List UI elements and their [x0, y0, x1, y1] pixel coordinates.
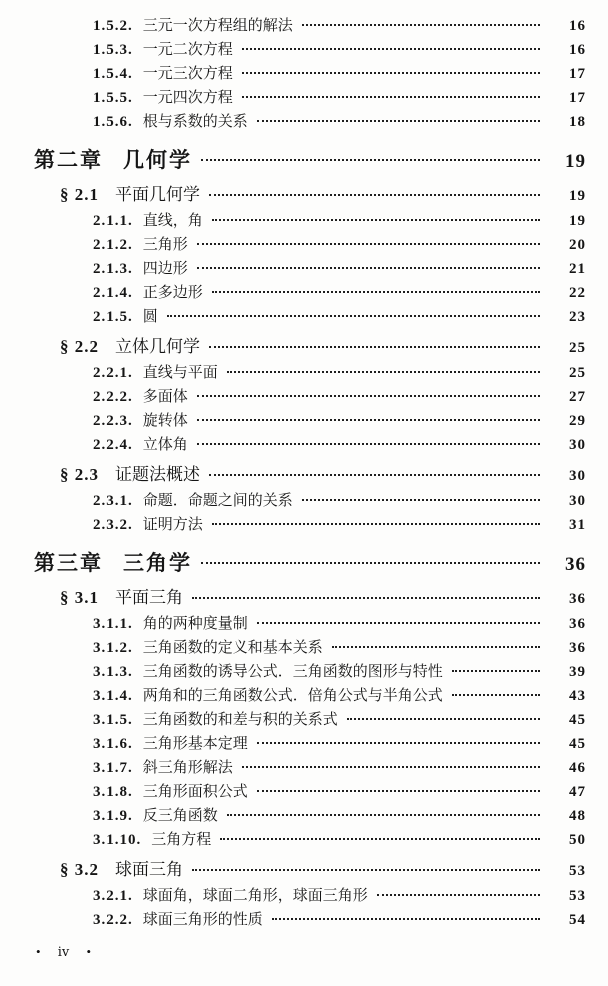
dot-leader	[197, 267, 540, 269]
entry-title: 三角函数的定义和基本关系	[142, 640, 323, 656]
toc-entry-item	[0, 513, 586, 537]
entry-number: 3.1.3.	[93, 664, 133, 680]
entry-page: 23	[569, 309, 586, 325]
toc-entry-item	[0, 38, 586, 62]
entry-title: 几何学	[123, 148, 192, 172]
dot-leader	[227, 371, 540, 373]
entry-page: 43	[569, 688, 586, 704]
entry-number: 2.2.3.	[93, 413, 133, 429]
entry-page: 39	[569, 664, 586, 680]
entry-title: 一元二次方程	[142, 42, 233, 58]
toc-entry-item	[0, 409, 586, 433]
toc-entry-item	[0, 14, 586, 38]
entry-title: 直线与平面	[142, 365, 218, 381]
entry-title: 四边形	[142, 261, 188, 277]
dot-leader	[302, 499, 540, 501]
entry-number: § 2.3	[60, 465, 99, 484]
toc-entry-item	[0, 828, 586, 852]
toc-entry-item	[0, 884, 586, 908]
entry-title: 球面三角	[115, 860, 183, 879]
toc-entry-item	[0, 433, 586, 457]
entry-page: 25	[569, 365, 586, 381]
toc-entry-item	[0, 908, 586, 932]
entry-number: 2.1.2.	[93, 237, 133, 253]
dot-leader	[197, 395, 540, 397]
entry-page: 53	[569, 863, 586, 879]
toc-entry-item	[0, 257, 586, 281]
dot-leader	[257, 622, 540, 624]
entry-page: 21	[569, 261, 586, 277]
entry-page: 50	[569, 832, 586, 848]
toc-entry-chapter	[0, 143, 586, 177]
toc-entry-item	[0, 708, 586, 732]
entry-number: 3.2.2.	[93, 912, 133, 928]
entry-title: 三角学	[123, 551, 192, 575]
dot-leader	[197, 243, 540, 245]
dot-leader	[212, 523, 540, 525]
entry-title: 反三角函数	[142, 808, 218, 824]
dot-leader	[272, 918, 540, 920]
toc-entry-item	[0, 684, 586, 708]
dot-leader	[452, 694, 540, 696]
toc-entry-section	[0, 333, 586, 361]
entry-title: 多面体	[142, 389, 188, 405]
entry-page: 20	[569, 237, 586, 253]
dot-leader	[201, 159, 540, 161]
dot-leader	[201, 562, 540, 564]
toc-entry-item	[0, 732, 586, 756]
entry-number: 第二章	[34, 148, 103, 172]
entry-title: 立体几何学	[115, 337, 200, 356]
entry-page: 30	[569, 493, 586, 509]
toc-entry-item	[0, 804, 586, 828]
toc-entry-item	[0, 385, 586, 409]
entry-title: 平面三角	[115, 588, 183, 607]
dot-leader	[197, 443, 540, 445]
entry-title: 三元一次方程组的解法	[142, 18, 293, 34]
entry-number: 3.1.4.	[93, 688, 133, 704]
entry-page: 16	[569, 18, 586, 34]
toc-entry-section	[0, 181, 586, 209]
toc-entry-item	[0, 233, 586, 257]
toc-entry-item	[0, 660, 586, 684]
entry-number: 2.2.2.	[93, 389, 133, 405]
dot-leader	[192, 597, 540, 599]
entry-number: 3.1.7.	[93, 760, 133, 776]
entry-page: 54	[569, 912, 586, 928]
dot-leader	[167, 315, 540, 317]
entry-number: 3.1.2.	[93, 640, 133, 656]
dot-leader	[212, 219, 540, 221]
toc-entry-item	[0, 86, 586, 110]
entry-page: 19	[565, 151, 586, 172]
toc-entry-item	[0, 612, 586, 636]
toc-entry-item	[0, 489, 586, 513]
entry-page: 25	[569, 340, 586, 356]
entry-title: 一元三次方程	[142, 66, 233, 82]
entry-page: 16	[569, 42, 586, 58]
entry-number: 2.2.1.	[93, 365, 133, 381]
entry-number: 2.3.2.	[93, 517, 133, 533]
dot-leader	[242, 48, 540, 50]
entry-title: 三角方程	[151, 832, 212, 848]
dot-leader	[242, 766, 540, 768]
toc-entry-section	[0, 461, 586, 489]
entry-number: 3.1.8.	[93, 784, 133, 800]
dot-leader	[302, 24, 540, 26]
dot-leader	[377, 894, 540, 896]
toc-entry-item	[0, 756, 586, 780]
entry-title: 三角形面积公式	[142, 784, 248, 800]
entry-number: § 2.1	[60, 185, 99, 204]
entry-page: 19	[569, 188, 586, 204]
entry-page: 22	[569, 285, 586, 301]
entry-page: 48	[569, 808, 586, 824]
entry-title: 正多边形	[142, 285, 203, 301]
entry-page: 36	[569, 616, 586, 632]
dot-leader	[197, 419, 540, 421]
entry-number: 2.3.1.	[93, 493, 133, 509]
entry-page: 19	[569, 213, 586, 229]
entry-page: 30	[569, 437, 586, 453]
entry-title: 命题．命题之间的关系	[142, 493, 293, 509]
entry-number: 3.1.1.	[93, 616, 133, 632]
entry-page: 45	[569, 712, 586, 728]
entry-number: 1.5.4.	[93, 66, 133, 82]
entry-title: 证题法概述	[115, 465, 200, 484]
dot-leader	[209, 474, 540, 476]
entry-number: 第三章	[34, 551, 103, 575]
entry-title: 根与系数的关系	[142, 114, 248, 130]
dot-leader	[332, 646, 540, 648]
entry-number: 2.1.5.	[93, 309, 133, 325]
toc-entry-item	[0, 780, 586, 804]
entry-number: 3.1.10.	[93, 832, 142, 848]
entry-title: 角的两种度量制	[142, 616, 248, 632]
entry-number: 2.1.1.	[93, 213, 133, 229]
dot-leader	[192, 869, 540, 871]
entry-page: 53	[569, 888, 586, 904]
toc-entry-item	[0, 636, 586, 660]
entry-number: 1.5.2.	[93, 18, 133, 34]
entry-title: 三角函数的诱导公式．三角函数的图形与特性	[142, 664, 443, 680]
dot-leader	[452, 670, 540, 672]
entry-page: 29	[569, 413, 586, 429]
entry-title: 球面角，球面二角形，球面三角形	[142, 888, 368, 904]
toc-entry-section	[0, 856, 586, 884]
dot-leader	[209, 194, 540, 196]
entry-page: 18	[569, 114, 586, 130]
toc-entry-item	[0, 62, 586, 86]
toc-entry-chapter	[0, 546, 586, 580]
entry-number: 3.1.9.	[93, 808, 133, 824]
dot-leader	[257, 120, 540, 122]
dot-leader	[227, 814, 540, 816]
entry-page: 30	[569, 468, 586, 484]
entry-number: 2.1.3.	[93, 261, 133, 277]
entry-page: 45	[569, 736, 586, 752]
entry-title: 两角和的三角函数公式．倍角公式与半角公式	[142, 688, 443, 704]
entry-number: 3.1.6.	[93, 736, 133, 752]
dot-leader	[257, 742, 540, 744]
entry-number: 1.5.6.	[93, 114, 133, 130]
entry-title: 立体角	[142, 437, 188, 453]
entry-title: 圆	[142, 309, 158, 325]
page-number-footer: • ⅳ •	[36, 944, 99, 959]
toc-entry-item	[0, 305, 586, 329]
dot-leader	[242, 96, 540, 98]
entry-title: 证明方法	[142, 517, 203, 533]
entry-page: 17	[569, 90, 586, 106]
dot-leader	[242, 72, 540, 74]
entry-number: § 3.1	[60, 588, 99, 607]
toc-entry-item	[0, 110, 586, 134]
dot-leader	[347, 718, 540, 720]
entry-number: 3.1.5.	[93, 712, 133, 728]
entry-page: 46	[569, 760, 586, 776]
toc-list	[0, 14, 586, 932]
dot-leader	[212, 291, 540, 293]
entry-number: 2.1.4.	[93, 285, 133, 301]
entry-title: 平面几何学	[115, 185, 200, 204]
toc-entry-item	[0, 281, 586, 305]
dot-leader	[220, 838, 540, 840]
entry-number: 2.2.4.	[93, 437, 133, 453]
entry-page: 36	[565, 554, 586, 575]
entry-page: 17	[569, 66, 586, 82]
dot-leader	[257, 790, 540, 792]
entry-page: 36	[569, 591, 586, 607]
entry-title: 一元四次方程	[142, 90, 233, 106]
entry-page: 47	[569, 784, 586, 800]
entry-title: 三角函数的和差与积的关系式	[142, 712, 338, 728]
entry-number: 3.2.1.	[93, 888, 133, 904]
entry-number: 1.5.3.	[93, 42, 133, 58]
toc-entry-item	[0, 209, 586, 233]
dot-leader	[209, 346, 540, 348]
entry-title: 直线，角	[142, 213, 203, 229]
entry-number: 1.5.5.	[93, 90, 133, 106]
entry-page: 36	[569, 640, 586, 656]
entry-page: 27	[569, 389, 586, 405]
entry-number: § 2.2	[60, 337, 99, 356]
entry-number: § 3.2	[60, 860, 99, 879]
entry-title: 三角形	[142, 237, 188, 253]
entry-title: 球面三角形的性质	[142, 912, 263, 928]
toc-entry-section	[0, 584, 586, 612]
entry-title: 三角形基本定理	[142, 736, 248, 752]
entry-title: 旋转体	[142, 413, 188, 429]
entry-page: 31	[569, 517, 586, 533]
toc-entry-item	[0, 361, 586, 385]
entry-title: 斜三角形解法	[142, 760, 233, 776]
